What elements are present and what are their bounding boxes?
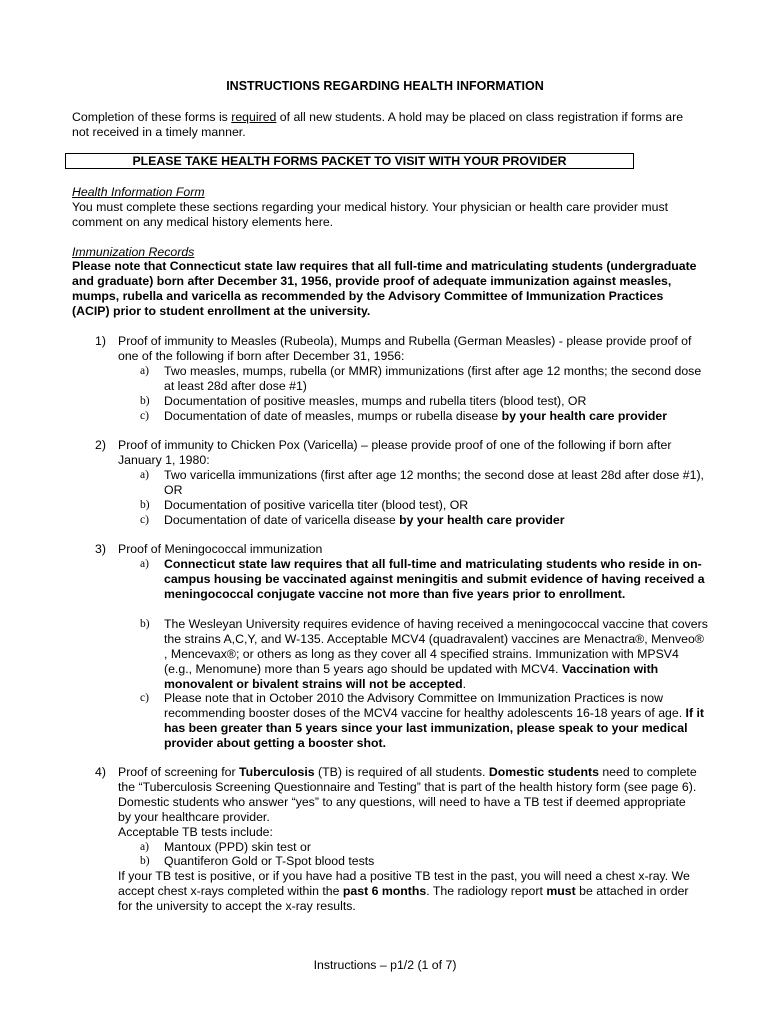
text-run: Proof of screening for <box>118 765 239 779</box>
sub-text-plain: Please note that in October 2010 the Advisory Committee on Immunization Practices is now recommending booster doses of the MCV4 vaccine for healthy adolescents 16-18 years of age. <box>164 691 686 720</box>
sub-letter: b) <box>140 855 150 867</box>
sub-item-text: Mantoux (PPD) skin test or <box>164 840 311 854</box>
item-number: 1) <box>95 334 106 348</box>
sub-letter: c) <box>140 410 149 422</box>
text-run: . The radiology report <box>426 884 547 898</box>
xray-paragraph <box>118 869 702 914</box>
sub-letter: b) <box>140 618 150 630</box>
text-run-bold: must <box>546 884 576 898</box>
sub-item-text <box>164 513 709 528</box>
immunization-body: Please note that Connecticut state law requires that all full-time and matriculating students (undergraduate and graduate) born after December 31, 1956, provide proof of adequate immunization against measles, mumps, rubella and varicella as recommended by the Advisory Committee of Immunization Practices (ACIP) prior to student enrollment at the university. <box>72 259 697 318</box>
item-text: Proof of immunity to Measles (Rubeola), Mumps and Rubella (German Measles) - please provide proof of one of the following if born after December 31, 1956: <box>118 334 692 363</box>
text-run: be attached in order for the university to accept the x-ray results. <box>118 884 689 913</box>
intro-text-2: of all new students. A hold may be placed on class registration if forms are not received in a timely manner. <box>72 110 684 139</box>
acceptable-tests-label: Acceptable TB tests include: <box>118 825 273 839</box>
health-form-heading: Health Information Form <box>72 185 205 199</box>
sub-item-text: Connecticut state law requires that all full-time and matriculating students who reside in on-campus housing be vaccinated against meningitis and submit evidence of having received a meningococcal conjugate vaccine not more than five years prior to enrollment. <box>164 557 705 601</box>
text-run-bold: Tuberculosis <box>238 765 315 779</box>
page-title: INSTRUCTIONS REGARDING HEALTH INFORMATION <box>226 79 544 93</box>
sub-letter: a) <box>140 469 149 481</box>
health-form-body: You must complete these sections regarding your medical history. Your physician or health care provider must comment on any medical history elements here. <box>72 200 669 229</box>
sub-text-bold: by your health care provider <box>501 409 668 423</box>
sub-item-text: Two measles, mumps, rubella (or MMR) immunizations (first after age 12 months; the second dose at least 28d after dose #1) <box>164 364 702 393</box>
item-text: Proof of Meningococcal immunization <box>118 542 323 556</box>
sub-text-end: . <box>462 677 467 691</box>
sub-text-plain: Documentation of date of varicella disease <box>164 513 400 527</box>
sub-letter: b) <box>140 395 150 407</box>
item-number: 3) <box>95 542 106 556</box>
immunization-heading: Immunization Records <box>72 245 195 259</box>
intro-required: required <box>231 110 277 124</box>
sub-letter: a) <box>140 365 149 377</box>
sub-item-text: Two varicella immunizations (first after age 12 months; the second dose at least 28d after dose #1), OR <box>164 468 704 497</box>
sub-text-plain: The Wesleyan University requires evidence of having received a meningococcal vaccine that covers the strains A,C,Y, and W-135. Acceptable MCV4 (quadravalent) vaccines are Menactra®, Menveo® , Mencevax®; or others as long as they cover all 4 specified strains. Immunization with MPSV4 (e.g., Menomune) more than 5 years ago should be updated with MCV4. <box>164 617 708 676</box>
sub-letter: b) <box>140 499 150 511</box>
sub-letter: a) <box>140 841 149 853</box>
text-run: (TB) is required of all students. <box>314 765 489 779</box>
item-text: Proof of immunity to Chicken Pox (Varicella) – please provide proof of one of the following if born after January 1, 1980: <box>118 438 672 467</box>
sub-letter: c) <box>140 514 149 526</box>
text-run: need to complete the “Tuberculosis Screening Questionnaire and Testing” that is part of the health history form (see page 6). Domestic students who answer “yes” to any questions, will need to have a TB test if deemed appropriate by your healthcare provider. <box>118 765 697 824</box>
sub-text-bold: If it has been greater than 5 years since your last immunization, please speak to your medical provider about getting a booster shot. <box>164 706 704 750</box>
item-number: 4) <box>95 765 106 779</box>
sub-letter: a) <box>140 558 149 570</box>
sub-text-bold: by your health care provider <box>399 513 565 527</box>
intro-paragraph <box>72 110 692 140</box>
sub-item-text: Documentation of positive varicella titer (blood test), OR <box>164 498 469 512</box>
text-run-bold: Domestic students <box>488 765 599 779</box>
sub-text-bold: Vaccination with monovalent or bivalent strains will not be accepted <box>164 662 659 691</box>
sub-item-text <box>164 691 709 751</box>
sub-item-text: Documentation of positive measles, mumps and rubella titers (blood test), OR <box>164 394 587 408</box>
page-footer: Instructions – p1/2 (1 of 7) <box>313 958 457 972</box>
sub-item-text: Quantiferon Gold or T-Spot blood tests <box>164 854 375 868</box>
item-number: 2) <box>95 438 106 452</box>
text-run: If your TB test is positive, or if you have had a positive TB test in the past, you will need a chest x-ray. We accept chest x-rays completed within the <box>118 869 690 898</box>
intro-text-1: Completion of these forms is <box>72 110 232 124</box>
sub-item-text <box>164 409 709 424</box>
item-text <box>118 765 702 825</box>
sub-text-plain: Documentation of date of measles, mumps or rubella disease <box>164 409 502 423</box>
text-run-bold: past 6 months <box>342 884 427 898</box>
sub-item-text <box>164 617 709 692</box>
sub-letter: c) <box>140 692 149 704</box>
packet-banner: PLEASE TAKE HEALTH FORMS PACKET TO VISIT WITH YOUR PROVIDER <box>65 153 634 169</box>
